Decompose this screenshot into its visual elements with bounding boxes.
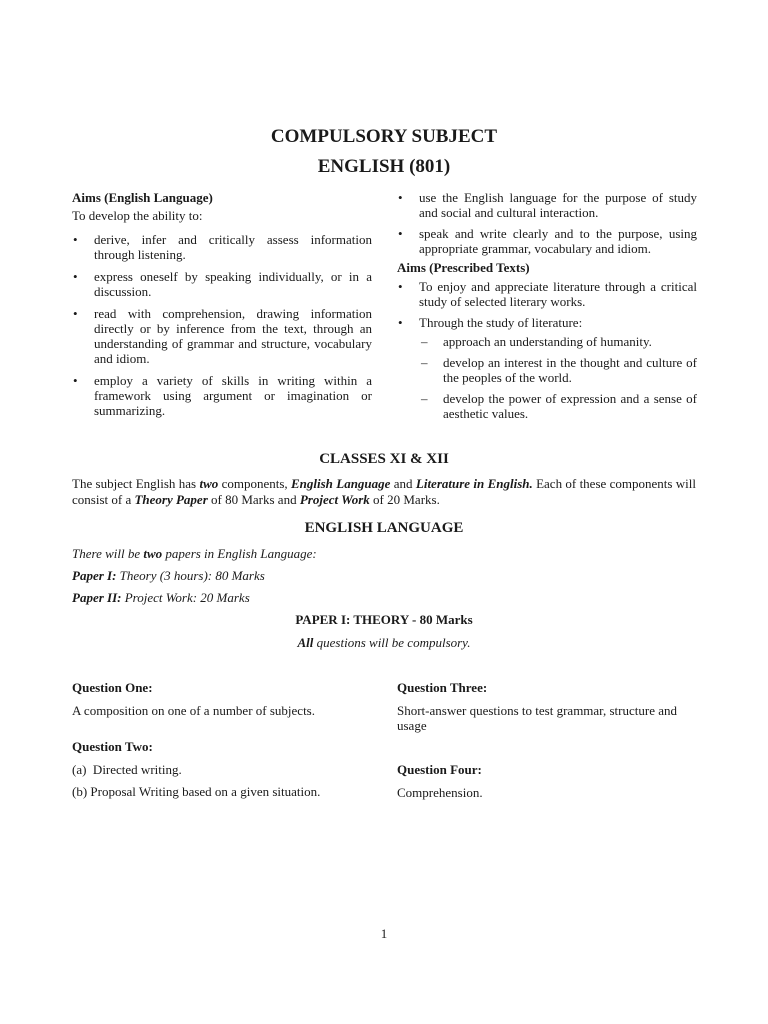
compulsory-note (0, 635, 768, 651)
paper-label: Paper I: (72, 568, 117, 583)
list-item: • express oneself by speaking individually, or in a discussion. (72, 269, 372, 299)
aims-language-column (72, 190, 372, 418)
aims-texts-sublist (397, 334, 697, 421)
text-run: components, (218, 476, 291, 491)
question-three (397, 680, 697, 733)
paper-label: Paper II: (72, 590, 122, 605)
list-item: • use the English language for the purpose of study and social and cultural interaction. (397, 190, 697, 220)
question-text: A composition on one of a number of subjects. (72, 703, 315, 718)
emphasis-text: All (297, 635, 314, 650)
sub-list-item: – develop an interest in the thought and culture of the peoples of the world. (421, 355, 697, 385)
subject-title: ENGLISH (801) (317, 156, 451, 177)
aims-language-heading: Aims (English Language) (72, 190, 213, 205)
text-run: The subject English has (72, 476, 200, 491)
list-item: • speak and write clearly and to the purpose, using appropriate grammar, vocabulary and idiom. (397, 226, 697, 256)
aims-language-list-continued (397, 190, 697, 256)
aims-texts-list (397, 279, 697, 330)
question-heading: Question Two: (72, 739, 153, 754)
aims-texts-heading: Aims (Prescribed Texts) (397, 260, 530, 275)
text-run: Project Work: 20 Marks (121, 590, 250, 605)
emphasis-text: two (143, 546, 163, 561)
text-run: of 80 Marks and (207, 492, 300, 507)
question-heading: Question One: (72, 680, 153, 695)
aims-language-intro: To develop the ability to: (72, 208, 203, 223)
sub-list-item: – approach an understanding of humanity. (421, 334, 697, 349)
emphasis-text: English Language (291, 476, 391, 491)
question-text: (b) Proposal Writing based on a given situation. (72, 784, 321, 799)
sub-list-item: – develop the power of expression and a sense of aesthetic values. (421, 391, 697, 421)
question-heading: Question Three: (397, 680, 488, 695)
text-run: There will be (72, 546, 144, 561)
list-item: • read with comprehension, drawing information directly or by inference from the text, through an understanding of grammar and structure, vocabulary and idiom. (72, 306, 372, 366)
emphasis-text: Theory Paper (134, 492, 208, 507)
page-number: 1 (380, 926, 388, 941)
classes-title: CLASSES XI & XII (319, 451, 449, 467)
list-item: • Through the study of literature: (397, 315, 697, 330)
list-item: • employ a variety of skills in writing within a framework using argument or imagination or summarizing. (72, 373, 372, 418)
question-text: (a) Directed writing. (72, 762, 182, 777)
paper-one-line (72, 568, 265, 584)
question-one (72, 680, 372, 718)
question-text: Short-answer questions to test grammar, structure and usage (397, 703, 677, 733)
text-run: Theory (3 hours): 80 Marks (116, 568, 265, 583)
aims-language-list (72, 232, 372, 418)
list-item: • derive, infer and critically assess information through listening. (72, 232, 372, 262)
question-text: Comprehension. (397, 785, 483, 800)
text-run: of 20 Marks. (369, 492, 440, 507)
emphasis-text: two (199, 476, 219, 491)
list-item: • To enjoy and appreciate literature through a critical study of selected literary works. (397, 279, 697, 309)
papers-intro (72, 546, 317, 562)
emphasis-text: Project Work (299, 492, 370, 507)
text-run: papers in English Language: (162, 546, 317, 561)
text-run: questions will be compulsory. (313, 635, 471, 650)
question-four (397, 762, 697, 800)
aims-right-column (397, 190, 697, 421)
question-heading: Question Four: (397, 762, 482, 777)
classes-description (72, 476, 696, 508)
paper-two-line (72, 590, 250, 606)
english-language-title: ENGLISH LANGUAGE (304, 520, 464, 536)
text-run: Each of these components will consist of a (72, 476, 697, 507)
subject-heading: COMPULSORY SUBJECT (270, 126, 498, 147)
text-run: and (390, 476, 416, 491)
paper-one-title: PAPER I: THEORY - 80 Marks (295, 612, 473, 627)
emphasis-text: Literature in English. (415, 476, 533, 491)
question-two (72, 739, 372, 799)
